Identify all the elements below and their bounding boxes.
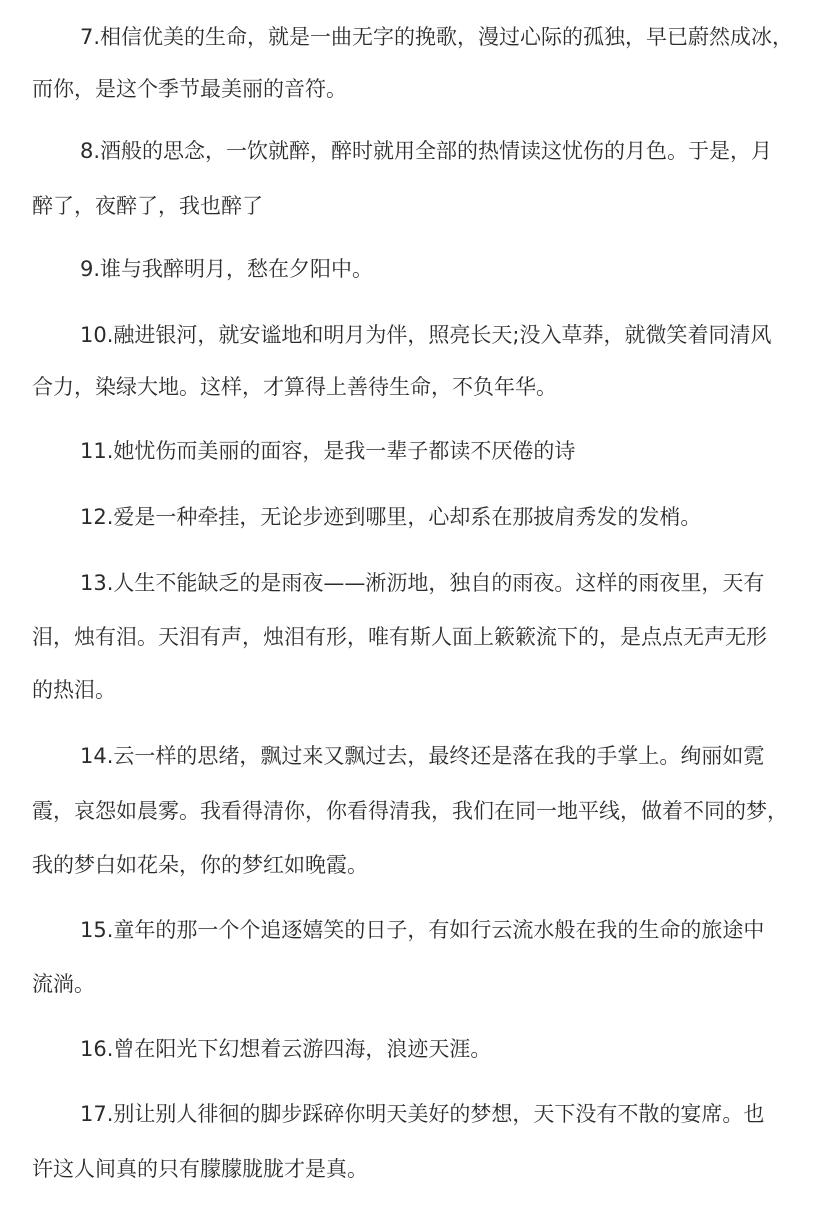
paragraph-7-line-2: 而你，是这个季节最美丽的音符。 <box>32 77 347 101</box>
paragraph-17-line-2: 许这人间真的只有朦朦胧胧才是真。 <box>32 1157 368 1181</box>
paragraph-13-line-3: 的热泪。 <box>32 678 116 702</box>
paragraph-11-line-1: 11.她忧伤而美丽的面容，是我一辈子都读不厌倦的诗 <box>80 439 576 463</box>
paragraph-12-line-1: 12.爱是一种牵挂，无论步迹到哪里，心却系在那披肩秀发的发梢。 <box>80 505 702 529</box>
paragraph-8-line-2: 醉了，夜醉了，我也醉了 <box>32 194 263 218</box>
paragraph-10-line-1: 10.融进银河，就安谧地和明月为伴，照亮长天;没入草莽，就微笑着同清风 <box>80 323 772 347</box>
paragraph-15-line-2: 流淌。 <box>32 972 95 996</box>
paragraph-9-line-1: 9.谁与我醉明月，愁在夕阳中。 <box>80 257 374 281</box>
paragraph-8-line-1: 8.酒般的思念，一饮就醉，醉时就用全部的热情读这忧伤的月色。于是，月 <box>80 139 773 163</box>
paragraph-14-line-2: 霞，哀怨如晨雾。我看得清你，你看得清我，我们在同一地平线，做着不同的梦， <box>32 799 788 823</box>
paragraph-7-line-1: 7.相信优美的生命，就是一曲无字的挽歌，漫过心际的孤独，早已蔚然成冰， <box>80 25 794 49</box>
paragraph-15-line-1: 15.童年的那一个个追逐嬉笑的日子，有如行云流水般在我的生命的旅途中 <box>80 918 765 942</box>
paragraph-10-line-2: 合力，染绿大地。这样，才算得上善待生命，不负年华。 <box>32 375 557 399</box>
paragraph-16-line-1: 16.曾在阳光下幻想着云游四海，浪迹天涯。 <box>80 1037 492 1061</box>
paragraph-14-line-1: 14.云一样的思绪，飘过来又飘过去，最终还是落在我的手掌上。绚丽如霓 <box>80 744 765 768</box>
paragraph-17-line-1: 17.别让别人徘徊的脚步踩碎你明天美好的梦想，天下没有不散的宴席。也 <box>80 1102 765 1126</box>
paragraph-13-line-1: 13.人生不能缺乏的是雨夜——淅沥地，独自的雨夜。这样的雨夜里，天有 <box>80 571 765 595</box>
paragraph-13-line-2: 泪，烛有泪。天泪有声，烛泪有形，唯有斯人面上簌簌流下的，是点点无声无形 <box>32 625 767 649</box>
paragraph-14-line-3: 我的梦白如花朵，你的梦红如晚霞。 <box>32 853 368 877</box>
